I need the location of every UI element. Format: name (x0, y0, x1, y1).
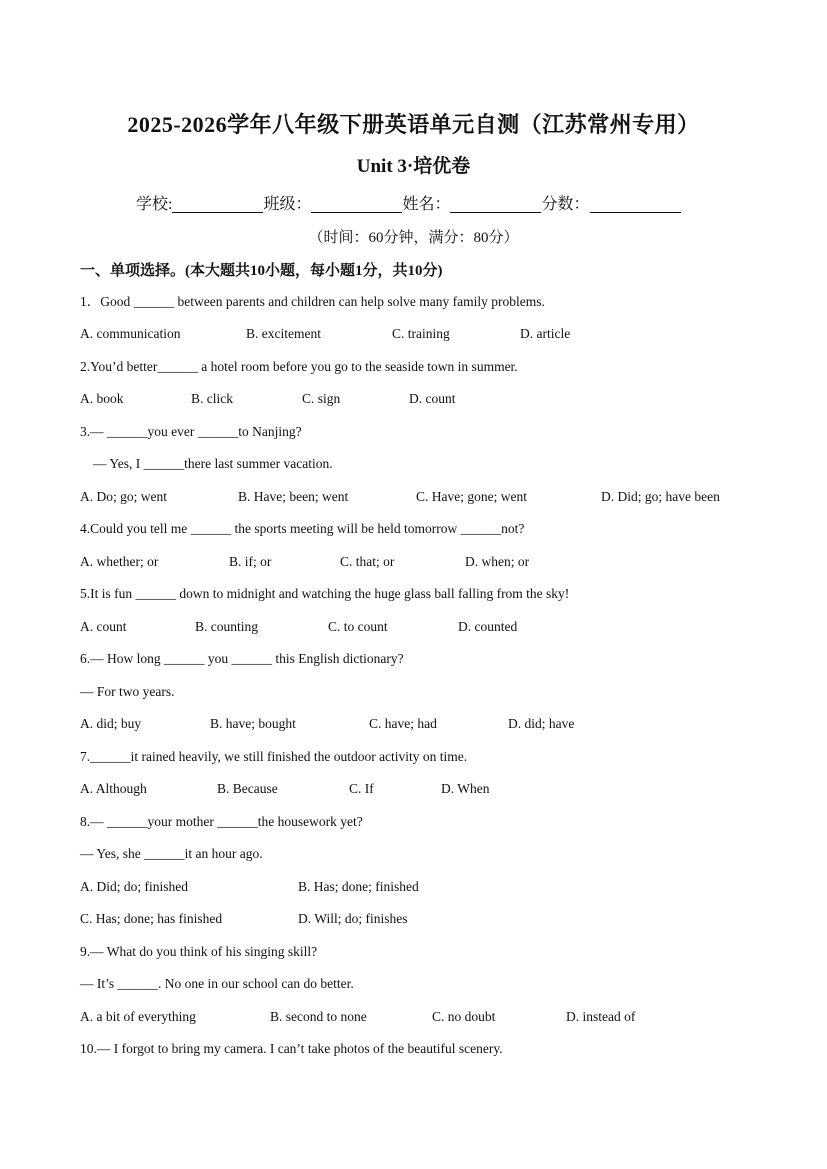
option-b[interactable]: B. second to none (270, 1009, 367, 1024)
question-1-stem: 1．Good ______ between parents and children can help solve many family problems. (80, 294, 545, 309)
question-4-stem: 4.Could you tell me ______ the sports meeting will be held tomorrow ______not? (80, 521, 525, 536)
option-a[interactable]: A. whether; or (80, 554, 159, 569)
option-d[interactable]: D. Did; go; have been (601, 489, 720, 504)
option-d[interactable]: D. did; have (508, 716, 575, 731)
option-d[interactable]: D. when; or (465, 554, 530, 569)
question-10-stem: 10.— I forgot to bring my camera. I can’t take photos of the beautiful scenery. (80, 1041, 503, 1056)
score-label: 分数： (541, 196, 590, 213)
option-b[interactable]: B. Because (217, 781, 278, 796)
question-9-stem: 9.— What do you think of his singing skill? (80, 944, 318, 959)
option-a[interactable]: A. Although (80, 781, 147, 796)
option-b[interactable]: B. counting (195, 619, 258, 634)
question-2-stem: 2.You’d better______ a hotel room before you go to the seaside town in summer. (80, 359, 518, 374)
option-c[interactable]: C. sign (302, 391, 341, 406)
option-a[interactable]: A. did; buy (80, 716, 142, 731)
option-d[interactable]: D. count (409, 391, 456, 406)
option-b[interactable]: B. Has; done; finished (298, 879, 419, 894)
option-a[interactable]: A. a bit of everything (80, 1009, 196, 1024)
option-d[interactable]: D. Will; do; finishes (298, 911, 408, 926)
school-label: 学校: (136, 196, 173, 213)
paper-title: 2025-2026学年八年级下册英语单元自测（江苏常州专用） (127, 112, 700, 137)
option-a[interactable]: A. book (80, 391, 124, 406)
option-c[interactable]: C. that; or (340, 554, 395, 569)
name-label: 姓名： (402, 196, 451, 213)
option-c[interactable]: C. Have; gone; went (416, 489, 527, 504)
option-c[interactable]: C. to count (328, 619, 388, 634)
option-c[interactable]: C. have; had (369, 716, 437, 731)
question-9-stem-2: — It’s ______. No one in our school can do better. (80, 976, 354, 991)
student-info-row (136, 191, 681, 214)
question-6-stem-2: — For two years. (80, 684, 175, 699)
class-label: 班级： (263, 196, 312, 213)
option-b[interactable]: B. Have; been; went (238, 489, 349, 504)
section-heading: 一、单项选择。(本大题共10小题，每小题1分，共10分) (80, 263, 443, 279)
unit-subtitle: Unit 3·培优卷 (356, 156, 471, 177)
option-d[interactable]: D. instead of (566, 1009, 636, 1024)
time-info: （时间：60分钟，满分：80分） (308, 230, 519, 246)
score-blank[interactable] (590, 194, 681, 213)
question-5-stem: 5.It is fun ______ down to midnight and watching the huge glass ball falling from the sky! (80, 586, 570, 601)
question-8-stem: 8.— ______your mother ______the housework yet? (80, 814, 363, 829)
option-b[interactable]: B. have; bought (210, 716, 296, 731)
option-c[interactable]: C. training (392, 326, 450, 341)
question-3-stem: 3.— ______you ever ______to Nanjing? (80, 424, 302, 439)
option-a[interactable]: A. Do; go; went (80, 489, 167, 504)
option-c[interactable]: C. no doubt (432, 1009, 496, 1024)
question-7-stem: 7.______it rained heavily, we still finished the outdoor activity on time. (80, 749, 468, 764)
question-6-stem: 6.— How long ______ you ______ this English dictionary? (80, 651, 404, 666)
option-d[interactable]: D. article (520, 326, 571, 341)
question-3-stem-2: — Yes, I ______there last summer vacation. (93, 456, 333, 471)
question-8-stem-2: — Yes, she ______it an hour ago. (80, 846, 263, 861)
option-a[interactable]: A. Did; do; finished (80, 879, 188, 894)
option-b[interactable]: B. excitement (246, 326, 321, 341)
option-a[interactable]: A. communication (80, 326, 181, 341)
school-blank[interactable] (172, 194, 263, 213)
option-a[interactable]: A. count (80, 619, 127, 634)
option-c[interactable]: C. Has; done; has finished (80, 911, 223, 926)
name-blank[interactable] (450, 194, 541, 213)
class-blank[interactable] (311, 194, 402, 213)
option-d[interactable]: D. counted (458, 619, 518, 634)
option-d[interactable]: D. When (441, 781, 490, 796)
option-b[interactable]: B. click (191, 391, 233, 406)
option-c[interactable]: C. If (349, 781, 374, 796)
option-b[interactable]: B. if; or (229, 554, 272, 569)
